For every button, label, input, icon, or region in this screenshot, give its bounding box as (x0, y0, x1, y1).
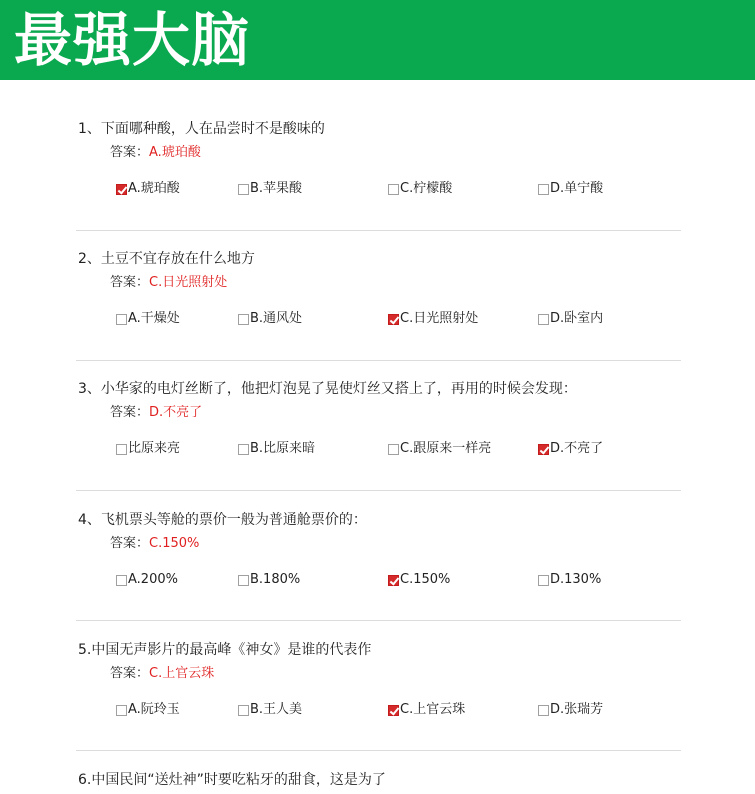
checkbox[interactable] (538, 184, 549, 195)
options-group (116, 439, 676, 459)
option-b[interactable] (238, 309, 302, 329)
answer-label: 答案： (110, 275, 150, 290)
question-3 (76, 340, 681, 470)
option-d[interactable] (538, 309, 603, 329)
option-label: D.130% (550, 572, 602, 587)
checkbox[interactable] (116, 705, 127, 716)
option-label: B.180% (250, 572, 301, 587)
answer-row (110, 665, 214, 683)
checkbox[interactable] (116, 575, 127, 586)
answer-row (110, 274, 227, 292)
option-c[interactable] (388, 309, 478, 329)
option-label: B.比原来暗 (250, 441, 316, 456)
option-b[interactable] (238, 179, 302, 199)
question-2 (76, 210, 681, 340)
checkbox-checked[interactable] (388, 314, 399, 325)
answer-value: A.琥珀酸 (149, 145, 201, 160)
checkbox-checked[interactable] (538, 444, 549, 455)
question-4 (76, 471, 681, 601)
option-c[interactable] (388, 439, 491, 459)
option-c[interactable] (388, 179, 452, 199)
option-label: D.卧室内 (550, 311, 604, 326)
checkbox-checked[interactable] (388, 575, 399, 586)
option-label: A.阮玲玉 (128, 702, 180, 717)
app-title: 最强大脑 (14, 6, 251, 74)
answer-value: C.150% (149, 536, 200, 551)
option-label: C.日光照射处 (400, 311, 479, 326)
question-text: 1、下面哪种酸，人在品尝时不是酸味的 (78, 121, 325, 137)
option-a[interactable] (116, 309, 180, 329)
option-label: B.王人美 (250, 702, 303, 717)
question-text: 3、小华家的电灯丝断了，他把灯泡晃了晃使灯丝又搭上了，再用的时候会发现： (78, 381, 577, 397)
answer-label: 答案： (110, 145, 150, 160)
answer-label: 答案： (110, 536, 150, 551)
checkbox[interactable] (238, 314, 249, 325)
checkbox-checked[interactable] (388, 705, 399, 716)
question-text: 6.中国民间“送灶神”时要吃粘牙的甜食，这是为了 (78, 772, 386, 788)
option-b[interactable] (238, 700, 302, 720)
option-label: C.150% (400, 572, 451, 587)
answer-label: 答案： (110, 405, 150, 420)
checkbox[interactable] (538, 575, 549, 586)
option-label: A.琥珀酸 (128, 181, 180, 196)
option-b[interactable] (238, 439, 315, 459)
option-label: B.通风处 (250, 311, 303, 326)
question-6 (76, 731, 681, 794)
option-label: A.干燥处 (128, 311, 180, 326)
option-label: 比原来亮 (128, 441, 181, 456)
checkbox[interactable] (388, 444, 399, 455)
options-group (116, 179, 676, 199)
option-label: D.张瑞芳 (550, 702, 604, 717)
option-a[interactable] (116, 700, 180, 720)
checkbox[interactable] (238, 575, 249, 586)
option-a[interactable] (116, 570, 178, 590)
answer-row (110, 404, 202, 422)
checkbox[interactable] (116, 444, 127, 455)
option-label: C.跟原来一样亮 (400, 441, 492, 456)
checkbox[interactable] (238, 705, 249, 716)
option-a[interactable] (116, 179, 180, 199)
question-text: 4、飞机票头等舱的票价一般为普通舱票价的： (78, 512, 367, 528)
checkbox[interactable] (538, 314, 549, 325)
option-d[interactable] (538, 570, 601, 590)
option-label: C.柠檬酸 (400, 181, 453, 196)
question-5 (76, 601, 681, 731)
answer-row (110, 144, 201, 162)
option-label: B.苹果酸 (250, 181, 303, 196)
answer-value: D.不亮了 (149, 405, 203, 420)
question-text: 5.中国无声影片的最高峰《神女》是谁的代表作 (78, 642, 372, 658)
checkbox[interactable] (116, 314, 127, 325)
option-label: C.上官云珠 (400, 702, 466, 717)
options-group (116, 309, 676, 329)
option-a[interactable] (116, 439, 180, 459)
checkbox[interactable] (238, 184, 249, 195)
option-d[interactable] (538, 439, 603, 459)
options-group (116, 700, 676, 720)
checkbox[interactable] (538, 705, 549, 716)
option-d[interactable] (538, 179, 603, 199)
option-label: D.不亮了 (550, 441, 604, 456)
app-header (0, 0, 755, 80)
question-text: 2、土豆不宜存放在什么地方 (78, 251, 255, 267)
option-c[interactable] (388, 570, 450, 590)
question-1 (76, 80, 681, 210)
options-group (116, 570, 676, 590)
option-label: A.200% (128, 572, 178, 587)
checkbox[interactable] (388, 184, 399, 195)
answer-value: C.日光照射处 (149, 275, 228, 290)
option-label: D.单宁酸 (550, 181, 604, 196)
answer-label: 答案： (110, 666, 150, 681)
answer-value: C.上官云珠 (149, 666, 215, 681)
checkbox[interactable] (238, 444, 249, 455)
option-d[interactable] (538, 700, 603, 720)
checkbox-checked[interactable] (116, 184, 127, 195)
answer-row (110, 535, 199, 553)
option-b[interactable] (238, 570, 300, 590)
option-c[interactable] (388, 700, 465, 720)
